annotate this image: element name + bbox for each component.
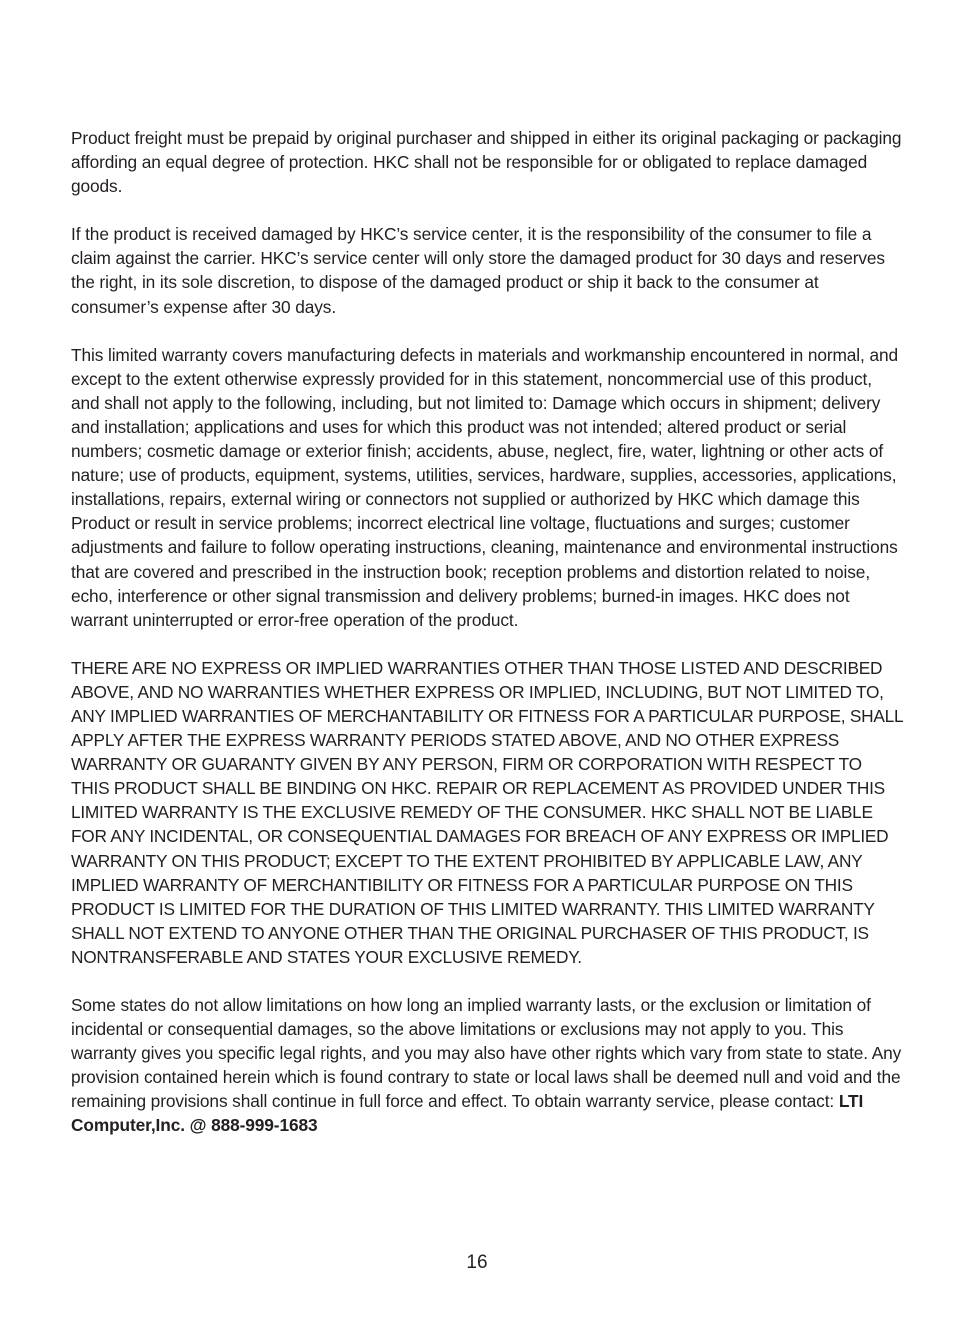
warranty-text-body bbox=[71, 126, 903, 1162]
warranty-contact: LTI Computer,Inc. @ 888-999-1683 bbox=[71, 1091, 864, 1136]
paragraph-state-law bbox=[71, 993, 903, 1138]
paragraph-freight: Product freight must be prepaid by original purchaser and shipped in either its original packaging or packaging affording an equal degree of protection. HKC shall not be responsible for or obligated to replace damaged goods. bbox=[71, 128, 902, 197]
state-law-text: Some states do not allow limitations on how long an implied warranty lasts, or the exclusion or limitation of incidental or consequential damages, so the above limitations or exclusions may not apply to you. This warranty gives you specific legal rights, and you may also have other rights which vary from state to state. Any provision contained herein which is found contrary to state or local laws shall be deemed null and void and the remaining provisions shall continue in full force and effect. To obtain warranty service, please contact: bbox=[71, 995, 902, 1112]
paragraph-disclaimer: THERE ARE NO EXPRESS OR IMPLIED WARRANTIES OTHER THAN THOSE LISTED AND DESCRIBED ABOVE, AND NO WARRANTIES WHETHER EXPRESS OR IMPLIED, INCLUDING, BUT NOT LIMITED TO, ANY IMPLIED WARRANTIES OF MERCHANTABILITY OR FITNESS FOR A PARTICULAR PURPOSE, SHALL APPLY AFTER THE EXPRESS WARRANTY PERIODS STATED ABOVE, AND NO OTHER EXPRESS WARRANTY OR GUARANTY GIVEN BY ANY PERSON, FIRM OR CORPORATION WITH RESPECT TO THIS PRODUCT SHALL BE BINDING ON HKC. REPAIR OR REPLACEMENT AS PROVIDED UNDER THIS LIMITED WARRANTY IS THE EXCLUSIVE REMEDY OF THE CONSUMER. HKC SHALL NOT BE LIABLE FOR ANY INCIDENTAL, OR CONSEQUENTIAL DAMAGES FOR BREACH OF ANY EXPRESS OR IMPLIED WARRANTY ON THIS PRODUCT; EXCEPT TO THE EXTENT PROHIBITED BY APPLICABLE LAW, ANY IMPLIED WARRANTY OF MERCHANTIBILITY OR FITNESS FOR A PARTICULAR PURPOSE ON THIS PRODUCT IS LIMITED FOR THE DURATION OF THIS LIMITED WARRANTY. THIS LIMITED WARRANTY SHALL NOT EXTEND TO ANYONE OTHER THAN THE ORIGINAL PURCHASER OF THIS PRODUCT, IS NONTRANSFERABLE AND STATES YOUR EXCLUSIVE REMEDY. bbox=[71, 657, 903, 967]
paragraph-damaged-product: If the product is received damaged by HKC’s service center, it is the responsibility of the consumer to file a claim against the carrier. HKC’s service center will only store the damaged product for 30 days and reserves the right, in its sole discretion, to dispose of the damaged product or ship it back to the consumer at consumer’s expense after 30 days. bbox=[71, 224, 885, 317]
paragraph-coverage-exclusions: This limited warranty covers manufacturing defects in materials and workmanship encountered in normal, and except to the extent otherwise expressly provided for in this statement, noncommercial use of this product, and shall not apply to the following, including, but not limited to: Damage which occurs in shipment; delivery and installation; applications and uses for which this product was not intended; altered product or serial numbers; cosmetic damage or exterior finish; accidents, abuse, neglect, fire, water, lightning or other acts of nature; use of products, equipment, systems, utilities, services, hardware, supplies, accessories, applications, installations, repairs, external wiring or connectors not supplied or authorized by HKC which damage this Product or result in service problems; incorrect electrical line voltage, fluctuations and surges; customer adjustments and failure to follow operating instructions, cleaning, maintenance and environmental instructions that are covered and prescribed in the instruction book; reception problems and distortion related to noise, echo, interference or other signal transmission and delivery problems; burned-in images. HKC does not warrant uninterrupted or error-free operation of the product. bbox=[71, 344, 898, 630]
page-number: 16 bbox=[466, 1252, 488, 1273]
